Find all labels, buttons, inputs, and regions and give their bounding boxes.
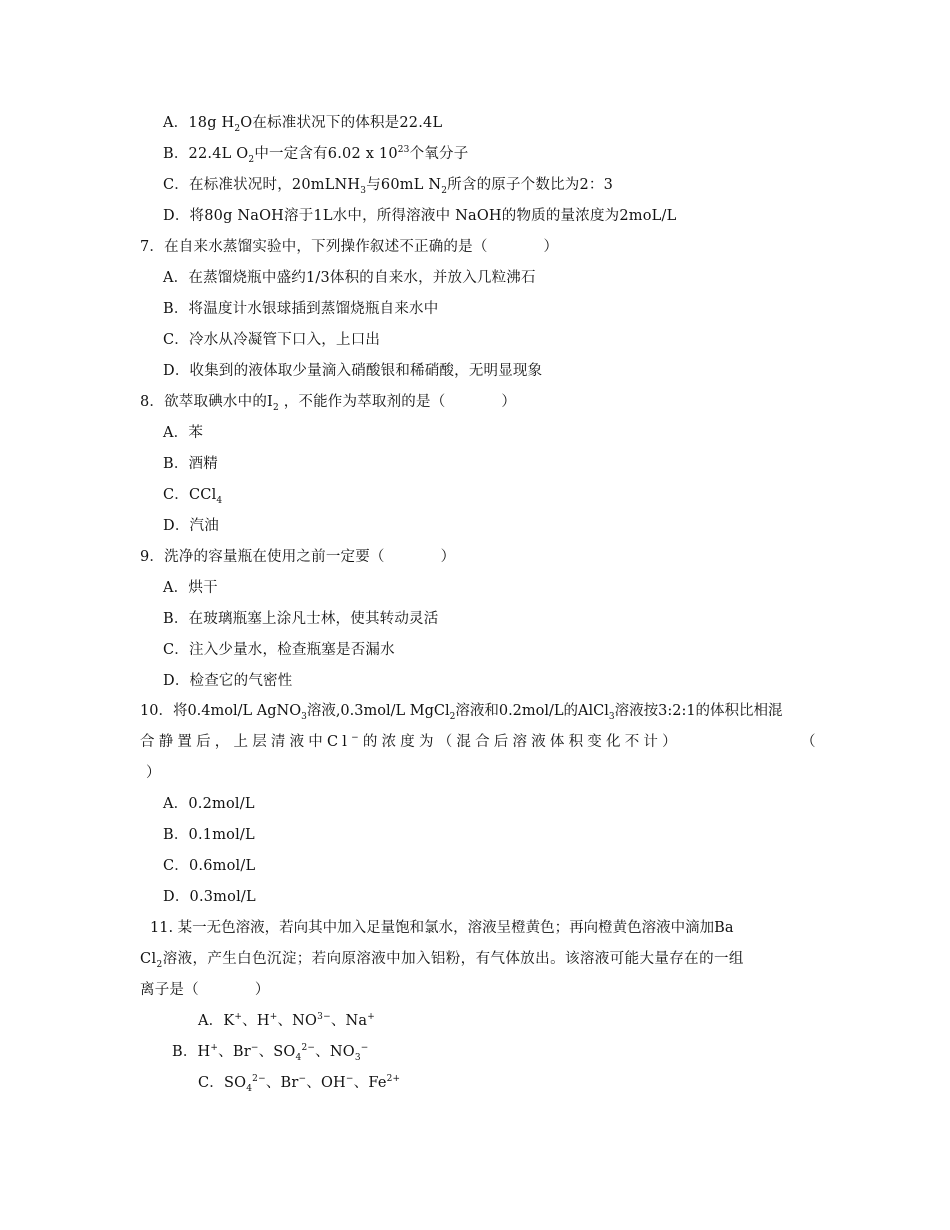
ion-na: 、Na bbox=[330, 1013, 368, 1029]
q10-option-c: C．0.6mol/L bbox=[163, 858, 256, 874]
q9-option-a: A．烘干 bbox=[163, 580, 218, 596]
q9-option-c: C．注入少量水，检查瓶塞是否漏水 bbox=[163, 642, 395, 658]
subscript: 2 bbox=[248, 154, 255, 165]
q7-option-c: C．冷水从冷凝管下口入，上口出 bbox=[163, 332, 381, 348]
q6-b-text-2: 中一定含有6.02 x 10 bbox=[254, 146, 398, 162]
superscript: − bbox=[351, 733, 363, 744]
superscript: + bbox=[234, 1012, 243, 1023]
q6-c-text-2: 与60mL N bbox=[366, 177, 442, 193]
ion-br: 、Br bbox=[265, 1075, 299, 1091]
superscript: − bbox=[345, 1074, 354, 1085]
q8-option-a: A．苯 bbox=[163, 425, 204, 441]
q10-stem-line-1 bbox=[140, 702, 783, 720]
superscript: 23 bbox=[397, 145, 410, 156]
q6-option-c bbox=[163, 176, 613, 194]
superscript: + bbox=[210, 1043, 219, 1054]
q10-text-5: 合静置后，上层清液中Cl bbox=[140, 734, 352, 750]
superscript: − bbox=[250, 1043, 259, 1054]
q6-c-text: C．在标准状况时，20mLNH bbox=[163, 177, 361, 193]
q11-option-b bbox=[172, 1043, 369, 1061]
q8-stem bbox=[140, 393, 516, 411]
q9-option-d: D．检查它的气密性 bbox=[163, 673, 293, 689]
superscript: 2− bbox=[252, 1074, 266, 1085]
subscript: 4 bbox=[295, 1052, 302, 1063]
q11-stem-close: ） bbox=[254, 982, 270, 998]
q11-text: Cl bbox=[140, 951, 157, 967]
superscript: − bbox=[360, 1043, 369, 1054]
subscript: 2 bbox=[272, 402, 279, 413]
q7-stem-text: 7．在自来水蒸馏实验中，下列操作叙述不正确的是（ bbox=[140, 239, 488, 255]
q7-option-d: D．收集到的液体取少量滴入硝酸银和稀硝酸，无明显现象 bbox=[163, 363, 543, 379]
subscript: 2 bbox=[234, 123, 241, 134]
superscript: − bbox=[298, 1074, 307, 1085]
ion-so4: 、SO bbox=[258, 1044, 296, 1060]
q8-option-c bbox=[163, 486, 222, 504]
q11-text-3: 离子是（ bbox=[140, 982, 199, 998]
q11-stem-line-2 bbox=[140, 950, 744, 968]
q10-option-d: D．0.3mol/L bbox=[163, 889, 256, 905]
q11-stem-line-3 bbox=[140, 981, 270, 999]
subscript: 3 bbox=[301, 711, 307, 722]
subscript: 2 bbox=[441, 185, 448, 196]
q9-stem-text: 9．洗净的容量瓶在使用之前一定要（ bbox=[140, 549, 385, 565]
ion-fe: 、Fe bbox=[353, 1075, 387, 1091]
q10-text-3: 溶液和0.2mol/L的AlCl bbox=[455, 703, 609, 719]
q11-option-a bbox=[198, 1012, 375, 1030]
q6-b-text-3: 个氧分子 bbox=[409, 146, 469, 162]
subscript: 4 bbox=[246, 1083, 253, 1094]
subscript: 3 bbox=[360, 185, 367, 196]
q10-stem-line-2 bbox=[140, 733, 681, 751]
superscript: + bbox=[269, 1012, 278, 1023]
q7-option-b: B．将温度计水银球插到蒸馏烧瓶自来水中 bbox=[163, 301, 439, 317]
q9-stem-close: ） bbox=[440, 549, 456, 565]
superscript: + bbox=[367, 1012, 375, 1023]
q8-stem-text: 8．欲萃取碘水中的I bbox=[140, 394, 273, 410]
q8-option-d: D．汽油 bbox=[163, 518, 219, 534]
q6-c-text-3: 所含的原子个数比为2：3 bbox=[447, 177, 614, 193]
ion-so4: C．SO bbox=[198, 1075, 247, 1091]
ion-oh: 、OH bbox=[306, 1075, 346, 1091]
q7-stem bbox=[140, 238, 558, 256]
q6-option-b bbox=[163, 145, 468, 163]
q10-option-a: A．0.2mol/L bbox=[163, 796, 255, 812]
q6-option-a bbox=[163, 114, 442, 132]
q11-text-2: 溶液，产生白色沉淀；若向原溶液中加入铝粉，有气体放出。该溶液可能大量存在的一组 bbox=[162, 951, 744, 967]
ion-no3: 、NO bbox=[277, 1013, 318, 1029]
q6-a-text-2: O在标准状况下的体积是22.4L bbox=[240, 115, 443, 131]
q8-stem-text-2: ，不能作为萃取剂的是（ bbox=[283, 394, 446, 410]
subscript: 4 bbox=[216, 495, 223, 506]
q6-b-text: B．22.4L O bbox=[163, 146, 249, 162]
q9-option-b: B．在玻璃瓶塞上涂凡士林，使其转动灵活 bbox=[163, 611, 439, 627]
q10-text: 10．将0.4mol/L AgNO bbox=[140, 703, 302, 719]
q9-stem bbox=[140, 548, 455, 566]
subscript: 2 bbox=[449, 711, 456, 722]
subscript: 2 bbox=[156, 959, 163, 970]
ion-h: 、H bbox=[242, 1013, 270, 1029]
q8-stem-close: ） bbox=[501, 394, 517, 410]
q6-option-d: D．将80g NaOH溶于1L水中，所得溶液中 NaOH的物质的量浓度为2moL/L bbox=[163, 208, 677, 224]
q6-a-text: A．18g H bbox=[163, 115, 235, 131]
q8-c-text: C．CCl bbox=[163, 487, 217, 503]
superscript: 2− bbox=[301, 1043, 316, 1054]
subscript: 3 bbox=[354, 1052, 361, 1063]
ion-no3: 、NO bbox=[315, 1044, 355, 1060]
q11-stem-line-1: 11. 某一无色溶液，若向其中加入足量饱和氯水，溶液呈橙黄色；再向橙黄色溶液中滴加Ba bbox=[150, 920, 734, 936]
q7-option-a: A．在蒸馏烧瓶中盛约1/3体积的自来水，并放入几粒沸石 bbox=[163, 270, 536, 286]
subscript: 3 bbox=[608, 711, 615, 722]
q8-option-b: B．酒精 bbox=[163, 456, 218, 472]
q7-stem-close: ） bbox=[543, 239, 559, 255]
q10-option-b: B．0.1mol/L bbox=[163, 827, 255, 843]
q10-open-paren: （ bbox=[801, 734, 816, 750]
q10-text-2: 溶液,0.3mol/L MgCl bbox=[306, 703, 450, 719]
q10-text-4: 溶液按3:2:1的体积比相混 bbox=[614, 703, 783, 719]
q10-close-paren: ） bbox=[146, 765, 161, 781]
q10-text-6: 的浓度为（混合后溶液体积变化不计） bbox=[362, 734, 681, 750]
ion-br: 、Br bbox=[218, 1044, 251, 1060]
q11-option-c bbox=[198, 1074, 400, 1092]
superscript: 3− bbox=[317, 1012, 331, 1023]
ion-h: B．H bbox=[172, 1044, 211, 1060]
ion-k: A．K bbox=[198, 1013, 235, 1029]
superscript: 2+ bbox=[386, 1074, 401, 1085]
